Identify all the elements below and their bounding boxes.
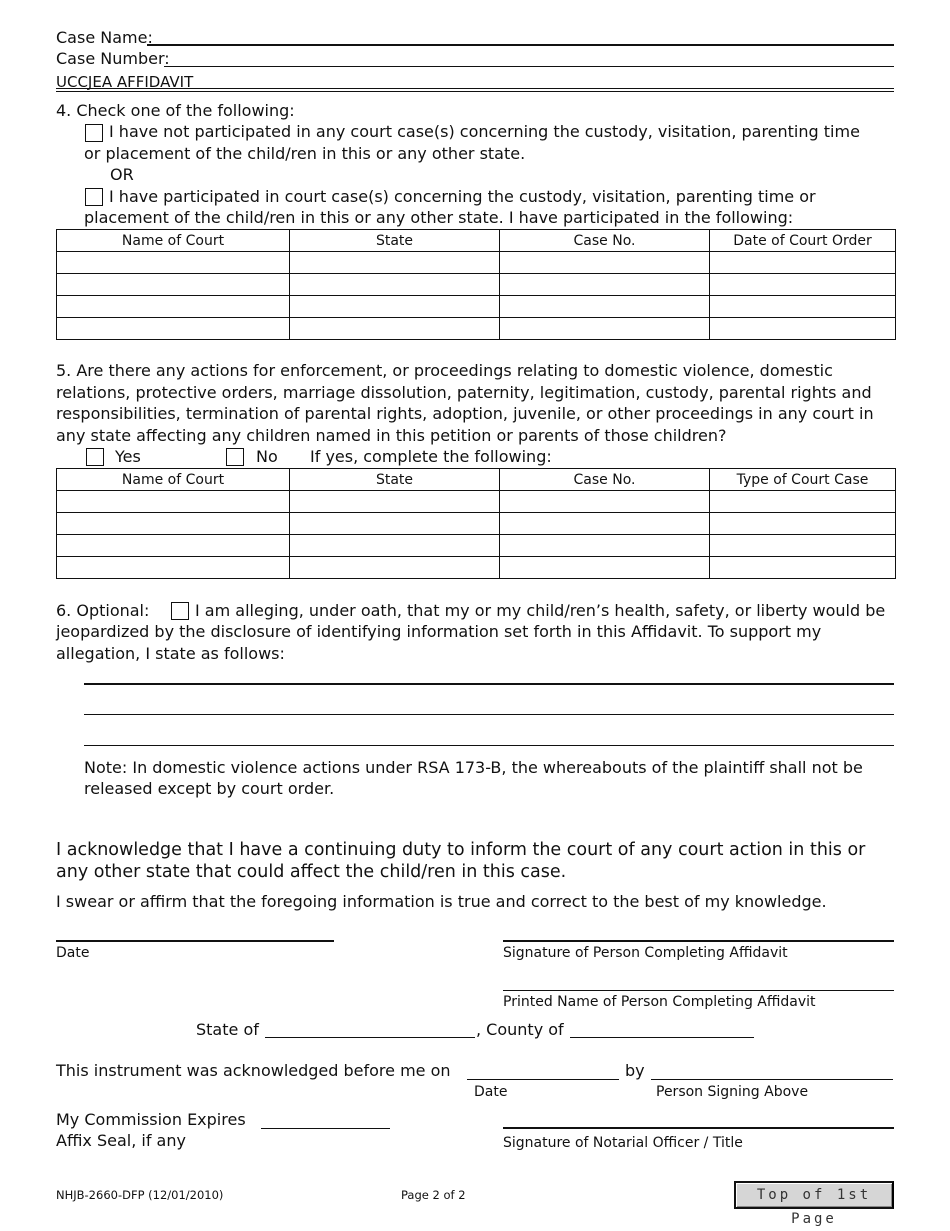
table-cell[interactable] bbox=[710, 252, 896, 274]
table-row bbox=[57, 513, 896, 535]
allegation-line-3[interactable] bbox=[84, 745, 894, 746]
case-number-field[interactable] bbox=[164, 66, 894, 67]
column-header: Name of Court bbox=[57, 230, 290, 252]
section6-line-1: I am alleging, under oath, that my or my child/ren’s health, safety, or liberty would be bbox=[195, 601, 886, 620]
affix-seal-label: Affix Seal, if any bbox=[56, 1131, 186, 1150]
table-row bbox=[57, 296, 896, 318]
swear-statement: I swear or affirm that the foregoing information is true and correct to the best of my knowledge. bbox=[56, 892, 827, 911]
if-yes-label: If yes, complete the following: bbox=[310, 447, 552, 466]
table-cell[interactable] bbox=[710, 535, 896, 557]
section5-question-1: 5. Are there any actions for enforcement, or proceedings relating to domestic violence, domestic bbox=[56, 361, 833, 380]
form-title: UCCJEA AFFIDAVIT bbox=[56, 73, 194, 91]
yes-label: Yes bbox=[115, 447, 141, 466]
table-cell[interactable] bbox=[57, 296, 290, 318]
note-line-2: released except by court order. bbox=[84, 779, 335, 798]
notary-label: Signature of Notarial Officer / Title bbox=[503, 1135, 743, 1151]
table-cell[interactable] bbox=[290, 557, 500, 579]
date-sub-label: Date bbox=[474, 1084, 508, 1100]
table-row bbox=[57, 252, 896, 274]
note-line-1: Note: In domestic violence actions under RSA 173-B, the whereabouts of the plaintiff shall not be bbox=[84, 758, 863, 777]
column-header: Case No. bbox=[500, 469, 710, 491]
table-cell[interactable] bbox=[290, 318, 500, 340]
person-signing-field[interactable] bbox=[651, 1079, 893, 1080]
participated-text-cont: placement of the child/ren in this or any other state. I have participated in the following: bbox=[84, 208, 794, 227]
table-cell[interactable] bbox=[290, 252, 500, 274]
table-cell[interactable] bbox=[57, 252, 290, 274]
allegation-line-2[interactable] bbox=[84, 714, 894, 715]
person-sub-label: Person Signing Above bbox=[656, 1084, 809, 1100]
signature-label: Signature of Person Completing Affidavit bbox=[503, 945, 788, 961]
header-divider bbox=[56, 88, 894, 89]
table-cell[interactable] bbox=[500, 252, 710, 274]
case-name-label: Case Name: bbox=[56, 28, 153, 47]
printed-name-line[interactable] bbox=[503, 990, 894, 991]
table-cell[interactable] bbox=[57, 274, 290, 296]
table-cell[interactable] bbox=[290, 513, 500, 535]
optional-label: 6. Optional: bbox=[56, 601, 150, 620]
signature-line[interactable] bbox=[503, 940, 894, 942]
table-cell[interactable] bbox=[500, 491, 710, 513]
column-header: Type of Court Case bbox=[710, 469, 896, 491]
proceedings-table bbox=[56, 468, 896, 579]
printed-name-label: Printed Name of Person Completing Affidavit bbox=[503, 994, 816, 1010]
table-cell[interactable] bbox=[710, 557, 896, 579]
form-id: NHJB-2660-DFP (12/01/2010) bbox=[56, 1188, 224, 1202]
by-label: by bbox=[625, 1061, 645, 1080]
table-cell[interactable] bbox=[57, 557, 290, 579]
section6-line-3: allegation, I state as follows: bbox=[56, 644, 285, 663]
participated-text: I have participated in court case(s) concerning the custody, visitation, parenting time or bbox=[109, 187, 816, 206]
table-cell[interactable] bbox=[57, 513, 290, 535]
table-cell[interactable] bbox=[290, 274, 500, 296]
participated-checkbox[interactable] bbox=[85, 188, 103, 206]
column-header: Case No. bbox=[500, 230, 710, 252]
table-cell[interactable] bbox=[710, 491, 896, 513]
table-row bbox=[57, 274, 896, 296]
table-row bbox=[57, 557, 896, 579]
table-cell[interactable] bbox=[500, 318, 710, 340]
table-row bbox=[57, 535, 896, 557]
table-cell[interactable] bbox=[500, 535, 710, 557]
table-cell[interactable] bbox=[500, 513, 710, 535]
or-label: OR bbox=[110, 165, 134, 184]
table-cell[interactable] bbox=[290, 535, 500, 557]
section6-line-2: jeopardized by the disclosure of identifying information set forth in this Affidavit. To support my bbox=[56, 622, 822, 641]
table-cell[interactable] bbox=[710, 274, 896, 296]
top-of-first-page-button[interactable]: Top of 1st Page bbox=[734, 1181, 894, 1209]
not-participated-text: I have not participated in any court case(s) concerning the custody, visitation, parenting time bbox=[109, 122, 860, 141]
state-of-label: State of bbox=[196, 1020, 259, 1039]
page-number: Page 2 of 2 bbox=[401, 1188, 466, 1202]
date-line[interactable] bbox=[56, 940, 334, 942]
column-header: State bbox=[290, 230, 500, 252]
county-of-label: , County of bbox=[476, 1020, 564, 1039]
commission-field[interactable] bbox=[261, 1128, 390, 1129]
state-field[interactable] bbox=[265, 1037, 475, 1038]
case-number-label: Case Number: bbox=[56, 49, 170, 68]
not-participated-checkbox[interactable] bbox=[85, 124, 103, 142]
table-header-row bbox=[57, 469, 896, 491]
no-label: No bbox=[256, 447, 278, 466]
acknowledged-label: This instrument was acknowledged before me on bbox=[56, 1061, 451, 1080]
yes-checkbox[interactable] bbox=[86, 448, 104, 466]
table-cell[interactable] bbox=[290, 491, 500, 513]
acknowledge-line-2: any other state that could affect the child/ren in this case. bbox=[56, 862, 567, 882]
section4-intro: 4. Check one of the following: bbox=[56, 101, 295, 120]
table-cell[interactable] bbox=[57, 318, 290, 340]
table-cell[interactable] bbox=[500, 557, 710, 579]
column-header: Name of Court bbox=[57, 469, 290, 491]
table-cell[interactable] bbox=[710, 296, 896, 318]
allegation-line-1[interactable] bbox=[84, 683, 894, 685]
date-label: Date bbox=[56, 945, 90, 961]
table-cell[interactable] bbox=[710, 318, 896, 340]
not-participated-text-cont: or placement of the child/ren in this or any other state. bbox=[84, 144, 526, 163]
table-cell[interactable] bbox=[290, 296, 500, 318]
section5-question-4: any state affecting any children named in this petition or parents of those children? bbox=[56, 426, 727, 445]
table-row bbox=[57, 491, 896, 513]
commission-label: My Commission Expires bbox=[56, 1110, 246, 1129]
table-cell[interactable] bbox=[57, 491, 290, 513]
column-header: State bbox=[290, 469, 500, 491]
county-field[interactable] bbox=[570, 1037, 754, 1038]
section5-question-2: relations, protective orders, marriage dissolution, paternity, legitimation, custody, parental rights and bbox=[56, 383, 872, 402]
section5-question-3: responsibilities, termination of parental rights, adoption, juvenile, or other proceedings in any court in bbox=[56, 404, 874, 423]
table-cell[interactable] bbox=[500, 274, 710, 296]
no-checkbox[interactable] bbox=[226, 448, 244, 466]
court-cases-table bbox=[56, 229, 896, 340]
table-header-row bbox=[57, 230, 896, 252]
table-row bbox=[57, 318, 896, 340]
table-cell[interactable] bbox=[710, 513, 896, 535]
case-name-field[interactable] bbox=[147, 44, 894, 46]
table-cell[interactable] bbox=[57, 535, 290, 557]
column-header: Date of Court Order bbox=[710, 230, 896, 252]
table-cell[interactable] bbox=[500, 296, 710, 318]
acknowledge-line-1: I acknowledge that I have a continuing duty to inform the court of any court action in this or bbox=[56, 840, 866, 860]
optional-checkbox[interactable] bbox=[171, 602, 189, 620]
acknowledged-date-field[interactable] bbox=[467, 1079, 619, 1080]
notary-signature-line[interactable] bbox=[503, 1127, 894, 1129]
header-divider-2 bbox=[56, 91, 894, 92]
